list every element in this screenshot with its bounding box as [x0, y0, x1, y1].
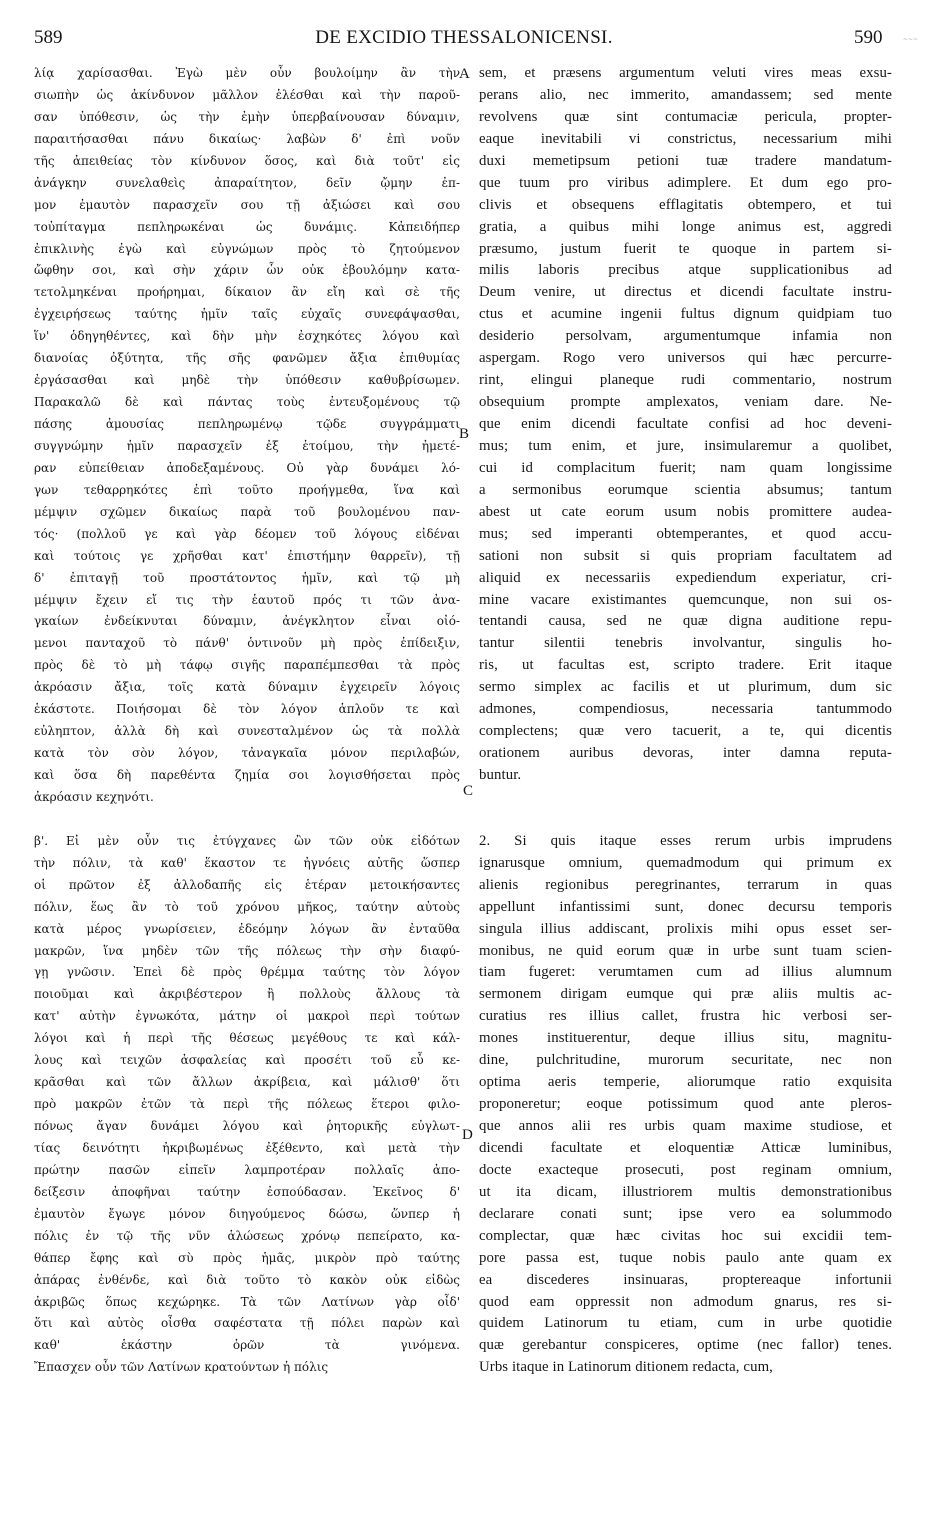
scan-specks: ~~~	[903, 36, 919, 43]
latin-text-line: 2. Si quis itaque esses rerum urbis imprudens	[479, 832, 892, 849]
latin-text-line: orationem auribus devoras, inter damna reputa-	[479, 745, 892, 762]
greek-text-line: λίᾳ χαρίσασθαι. Ἐγὼ μὲν οὖν βουλοίμην ἂν τὴν	[34, 66, 460, 80]
latin-text-line: sermo simplex ac facilis et ut plurimum, dum sic	[479, 679, 892, 696]
greek-text-line: μέμψιν ἔχειν εἴ τις τὴν ἑαυτοῦ πρός τι τῶν ἀνα-	[34, 592, 460, 607]
latin-text-line: ignarusque omnium, quemadmodum qui primum ex	[479, 854, 892, 871]
greek-text-line	[34, 809, 460, 831]
greek-text-line: σιωπὴν ὡς ἀκίνδυνον μᾶλλον ἑλέσθαι καὶ τὴν παροῦ-	[34, 87, 460, 102]
latin-text-line: cui id complacitum fuerit; nam quam longissime	[479, 459, 892, 476]
latin-text-line: clivis et obsequens efflagitatis obtempero, et tui	[479, 196, 892, 213]
greek-text-line: διανοίας ὀξύτητα, τῆς σῆς φανῶμεν ἄξια ἐπιθυμίας	[34, 351, 460, 366]
greek-text-line: μον ἐμαυτὸν παρασχεῖν σου τῇ ἀξιώσει καὶ σου	[34, 197, 460, 212]
greek-text-line: εὐληπτον, ἀλλὰ δὴ καὶ συνεσταλμένον ὡς τὰ πολλὰ	[34, 724, 460, 739]
greek-text-line: δείξεσιν ἀποφῆναι ταύτην ἐσπούδασαν. Ἐκεῖνος δ'	[34, 1184, 460, 1199]
greek-text-line: παραιτήσασθαι πάνυ δικαίως· λαβὼν δ' ἐπὶ νοῦν	[34, 131, 460, 146]
greek-text-line: πρὸς δὲ τὸ μὴ τάφῳ σιγῆς παραπέμπεσθαι τὰ πρὸς	[34, 658, 460, 673]
latin-text-line: curatius res illius callet, frustra hic verbosi ser-	[479, 1008, 892, 1025]
greek-text-line: μακρῶν, ἵνα μηδὲν τῶν τῆς πόλεως τὴν σὴν διαφύ-	[34, 943, 460, 958]
greek-text-line: τοὐπίταγμα πεπληρωκέναι ὡς δυνάμις. Κἀπειδήπερ	[34, 219, 460, 234]
latin-text-line: ut ita dicam, illustriorem multis demonstrationibus	[479, 1183, 892, 1200]
greek-text-line: τὴν πόλιν, τὰ καθ' ἕκαστον τε ἠγνόεις αὐτῆς ὥσπερ	[34, 855, 460, 870]
latin-text-line	[479, 809, 892, 831]
latin-text-line: quod eam oppressit non admodum gnarus, res si-	[479, 1293, 892, 1310]
latin-text-line: ris, ut facultas est, scripto tradere. Erit itaque	[479, 657, 892, 674]
greek-text-line: ἵν' ὁδηγηθέντες, καὶ δὴν μὴν ἐσχηκότες λόγου καὶ	[34, 329, 460, 344]
greek-text-line: ὤφθην σοι, καὶ σὴν χάριν ὧν οὐκ ἐβουλόμην κατα-	[34, 263, 460, 278]
latin-text-line: obsequium prompte amplexatos, veniam dare. Ne-	[479, 394, 892, 411]
latin-text-line: Urbs itaque in Latinorum ditionem redacta, cum,	[479, 1359, 773, 1376]
latin-text-line: ctus et acumine ingenii fultus dignum quidpiam tuo	[479, 306, 892, 323]
latin-text-line: optima aeris temperie, aliorumque ratio exquisita	[479, 1074, 892, 1091]
latin-text-line: a sermonibus eorumque scientia absumus; tantum	[479, 481, 892, 498]
greek-text-line: σαν ὑπόθεσιν, ὡς τὴν ἐμὴν ὑπερβαίνουσαν δύναμιν,	[34, 109, 460, 124]
greek-text-line: ἀπάρας ἐνθένδε, καὶ διὰ τοῦτο τὸ κακὸν οὐκ εἰδὼς	[34, 1272, 460, 1287]
latin-text-line: eaque inevitabili vi constrictus, necessarium mihi	[479, 130, 892, 147]
greek-text-line: γων τεθαρρηκότες ἐπὶ τοῦτο προήγμεθα, ἵνα καὶ	[34, 482, 460, 497]
latin-text-line	[479, 787, 892, 809]
greek-text-line: πόνως ἄγαν δυνάμει λόγου καὶ ῥητορικῆς εὐγλωτ-	[34, 1119, 460, 1133]
greek-text-line: Παρακαλῶ δὲ καὶ πάντας τοὺς ἐντευξομένους τῷ	[34, 395, 460, 410]
greek-text-line: γῃ γνῶσιν. Ἐπεὶ δὲ πρὸς θρέμμα ταύτης τὸν λόγον	[34, 965, 460, 980]
latin-text-line: Deum venire, ut directus et dicendi facultate instru-	[479, 284, 892, 301]
margin-letter-d: D	[462, 1127, 473, 1143]
greek-text-line: β'. Εἰ μὲν οὖν τις ἐτύγχανες ὢν τῶν οὐκ εἰδότων	[34, 833, 460, 848]
latin-text-line: singula illius addiscant, prolixis mihi opus esset ser-	[479, 920, 892, 937]
greek-text-line: ποιοῦμαι καὶ ἀκριβέστερον ἢ πολλοὺς ἄλλους τὰ	[34, 987, 460, 1002]
latin-text-line: buntur.	[479, 767, 522, 783]
latin-text-line: tentandi causa, sed ne quæ digna auditione repu-	[479, 613, 892, 630]
latin-text-line: tantur silentii tenebris involvantur, singulis ho-	[479, 635, 892, 652]
latin-text-line: duxi memetipsum petioni tuæ tradere mandatum-	[479, 152, 892, 169]
greek-text-line: ἀνάγκην συνελαθεὶς ἀπαραίτητον, δεῖν ᾤμην ἐπ-	[34, 175, 460, 190]
greek-column	[34, 63, 460, 1379]
latin-text-line: dicendi facultate et eloquentiæ Atticæ luminibus,	[479, 1139, 892, 1156]
page-number-right: 590	[854, 27, 883, 48]
greek-text-line: Ἔπασχεν οὖν τῶν Λατίνων κρατούντων ἡ πόλις	[34, 1360, 329, 1375]
greek-text-line: πάσης ἀμουσίας πεπληρωμένῳ τῷδε συγγράμματι	[34, 417, 460, 431]
latin-text-line: alienis regionibus peregrinantes, terrarum in quas	[479, 876, 892, 893]
greek-text-line: καθ' ἑκάστην ὁρῶν τὰ γινόμενα.	[34, 1338, 460, 1353]
greek-text-line: οἱ πρῶτον ἐξ ἀλλοδαπῆς εἰς ἑτέραν μετοικήσαντες	[34, 877, 460, 892]
latin-text-line: monibus, ne quid eorum quæ in urbe sunt tuam scien-	[479, 942, 892, 959]
latin-text-line: revolvens quæ sint contumaciæ pericula, propter-	[479, 108, 892, 125]
greek-text-line: τός· (πολλοῦ γε καὶ γὰρ δέομεν τοῦ λόγους εἰδέναι	[34, 526, 460, 541]
greek-text-line: ἐμαυτὸν ἔγωγε μόνον διηγούμενος δώσω, ὥνπερ ἡ	[34, 1206, 460, 1221]
greek-text-line: ἑκάστοτε. Ποιήσομαι δὲ τὸν λόγον ἁπλοῦν τε καὶ	[34, 702, 460, 717]
greek-text-line: ἐγχειρήσεως ταύτης ἡμῖν ταῖς εὐχαῖς συνεφάψασθαι,	[34, 307, 460, 322]
greek-text-line: κατὰ τὸν σὸν λόγον, τἀναγκαῖα μόνον περιλαβών,	[34, 746, 460, 761]
greek-text-line: καὶ τούτοις γε χρῆσθαι κατ' ἐπιστήμην θαρρεῖν), τῇ	[34, 548, 460, 563]
greek-text-line: κρᾶσθαι καὶ τῶν ἄλλων ἀκρίβεια, καὶ μάλισθ' ὅτι	[34, 1075, 460, 1090]
greek-text-line: πόλις ἐν τῷ τῆς νῦν ἁλώσεως χρόνῳ πεπείρατο, κα-	[34, 1228, 460, 1243]
greek-text-line: θάπερ ἔφης καὶ σὺ πρὸς ἡμᾶς, μικρὸν πρὸ ταύτης	[34, 1250, 460, 1265]
latin-column	[479, 63, 892, 1379]
latin-text-line: quæ gerebantur conspiceres, optime (nec fallor) tenes.	[479, 1337, 892, 1354]
greek-text-line: κατ' αὐτὴν ἐγνωκότα, μάτην οἱ μακροὶ περὶ τούτων	[34, 1009, 460, 1024]
latin-text-line: desiderio persolvam, argumentumque infamia non	[479, 328, 892, 345]
latin-text-line: proponeretur; eoque potissimum quod ante pleros-	[479, 1096, 892, 1113]
latin-text-line: quidem Latinorum tu etiam, cum in urbe quotidie	[479, 1315, 892, 1332]
latin-text-line: mus; sed imperanti obtemperantes, et quod accu-	[479, 525, 892, 542]
greek-text-line: πόλιν, ἕως ἂν τὸ τοῦ χρόνου μῆκος, ταύτην αὐτοὺς	[34, 899, 460, 914]
latin-text-line: gratia, a quibus mihi longe animus est, aggredi	[479, 218, 892, 235]
greek-text-line: ἀκρόασιν κεχηνότι.	[34, 789, 154, 804]
latin-text-line: pore passa est, tuque nobis paulo ante quam ex	[479, 1249, 892, 1266]
running-title: DE EXCIDIO THESSALONICENSI.	[315, 27, 613, 48]
greek-text-line: λους καὶ τειχῶν ἀσφαλείας καὶ προσέτι τοῦ εὖ κε-	[34, 1053, 460, 1068]
greek-text-line: ἀκριβῶς ὅπως κεχώρηκε. Τὰ τῶν Λατίνων γὰρ οἶδ'	[34, 1294, 460, 1309]
latin-text-line: mine vacare existimantes quemcunque, non sui os-	[479, 591, 892, 608]
latin-text-line: mus; tum enim, et jure, insimularemur a quolibet,	[479, 437, 892, 454]
margin-letter-b: B	[459, 426, 470, 442]
greek-text-line: γκαίων ἐνδείκνυται δύναμιν, ἀνέγκλητον εἶναι οἰό-	[34, 614, 460, 629]
latin-text-line: sermonem dirigam eumque qui præ aliis multis ac-	[479, 986, 892, 1003]
latin-text-line: ea discederes insinuaras, proptereaque infortunii	[479, 1271, 892, 1288]
latin-text-line: admones, compendiosus, necessaria tantummodo	[479, 701, 892, 718]
latin-text-line: que enim dicendi facultate confisi ad hoc deveni-	[479, 416, 892, 432]
greek-text-line: τίας δεινότητι ἠκριβωμένως ἐξέθεντο, καὶ μετὰ τὴν	[34, 1140, 460, 1155]
latin-text-line: sem, et præsens argumentum veluti vires meas exsu-	[479, 65, 892, 81]
greek-text-line: κατὰ μέρος γνωρίσειεν, ἐδεόμην λόγων ἂν ἐνταῦθα	[34, 921, 460, 936]
latin-text-line: aliquid ex necessariis expediendum experiatur, cri-	[479, 569, 892, 586]
page-number-left: 589	[34, 27, 63, 48]
latin-text-line: dine, pulchritudine, murorum securitate, nec non	[479, 1052, 892, 1069]
greek-text-line: τετολμηκέναι προήρημαι, δίκαιον ἂν εἴη καὶ σὲ τῆς	[34, 285, 460, 300]
greek-text-line: δ' ἐπιταγῇ τοῦ προστάτοντος ἡμῖν, καὶ τῷ μὴ	[34, 570, 460, 585]
latin-text-line: que annos alii res urbis quam maxime studiose, et	[479, 1118, 892, 1134]
greek-text-line: μέμψιν σχῶμεν δικαίως παρὰ τοῦ βουλομένου παν-	[34, 504, 460, 519]
latin-text-line: declarare conati sunt; ipse vero ea solummodo	[479, 1205, 892, 1222]
latin-text-line: mones instituerentur, deque illius situ, magnitu-	[479, 1030, 892, 1047]
latin-text-line: que tuum pro viribus adimplere. Et dum ego pro-	[479, 174, 892, 191]
latin-text-line: aspergam. Rogo vero universos qui hæc percurre-	[479, 350, 892, 367]
latin-text-line: complectar, quæ hæc civitas hoc sui excidii tem-	[479, 1227, 892, 1244]
greek-text-line: ἐργάσασθαι καὶ μηδὲ τὴν ὑπόθεσιν καθυβρίσωμεν.	[34, 373, 460, 388]
latin-text-line: tiam fugeret: verumtamen cum ad illius alumnum	[479, 964, 892, 981]
latin-text-line: milis laboris precibus atque supplicationibus ad	[479, 262, 892, 279]
latin-text-line: abest ut cate eorum usum nobis promittere audea-	[479, 503, 892, 520]
latin-text-line: docte exacteque prosecuti, post reginam omnium,	[479, 1161, 892, 1178]
greek-text-line: λόγοι καὶ ἡ περὶ τῆς θέσεως μεγέθους τε καὶ κάλ-	[34, 1031, 460, 1046]
greek-text-line: τῆς ἀπειθείας τὸν κίνδυνον ὅσος, καὶ διὰ τοῦτ' εἰς	[34, 153, 460, 168]
greek-text-line: συγγνώμην ἡμῖν παρασχεῖν ἐξ ἑτοίμου, τὴν ἡμετέ-	[34, 438, 460, 453]
greek-text-line: πρώτην πασῶν εἰπεῖν λαμπροτέραν πολλαῖς ἀπο-	[34, 1162, 460, 1177]
latin-text-line: præsumo, justum fuerit te quoque in partem si-	[479, 240, 892, 257]
greek-text-line: ἀκρόασιν ἄξια, τοῖς κατὰ δύναμιν ἐγχειρεῖν λόγοις	[34, 680, 460, 695]
latin-text-line: rint, elingui planeque rudi commentario, nostrum	[479, 372, 892, 389]
latin-text-line: perans alio, nec immerito, amandassem; sed mente	[479, 86, 892, 103]
margin-letter-c: C	[463, 783, 474, 799]
greek-text-line: ὅτι καὶ αὐτὸς οἶσθα σαφέστατα τῇ πόλει παρὼν καὶ	[34, 1316, 460, 1331]
greek-text-line: μενοι πανταχοῦ τὸ πάνθ' ὁντινοῦν μὴ πρὸς ἐπίδειξιν,	[34, 636, 460, 651]
latin-text-line: complectens; quæ vero tacuerit, a te, qui dicentis	[479, 723, 892, 740]
greek-text-line: πρὸ μακρῶν ἐτῶν τὰ περὶ τῆς πόλεως ἕτεροι φιλο-	[34, 1097, 460, 1112]
latin-text-line: sationi non subsit si quis propriam facultatem ad	[479, 547, 892, 564]
greek-text-line: καὶ ὅσα δὴ παρεθέντα ζημία σοι λογισθήσεται πρὸς	[34, 768, 460, 782]
margin-letter-a: A	[459, 66, 470, 82]
latin-text-line: appellunt infantissimi sunt, donec decursu temporis	[479, 898, 892, 915]
greek-text-line: ἐπικλινὴς ἐγὼ καὶ εὐγνώμων πρὸς τὸ ζητούμενον	[34, 241, 460, 256]
greek-text-line: ραν εὐπείθειαν ἀποδεξαμένους. Οὐ γὰρ δυνάμει λό-	[34, 460, 460, 475]
